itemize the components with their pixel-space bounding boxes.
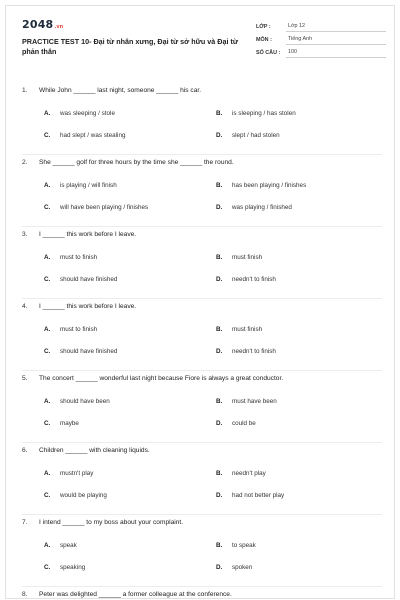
option-b[interactable] xyxy=(216,110,296,117)
option-a[interactable] xyxy=(44,182,117,189)
question-number: 8. xyxy=(22,591,28,598)
question-number: 1. xyxy=(22,87,28,94)
logo-domain: .vn xyxy=(54,24,64,30)
question-text: While John ______ last night, someone ______ his car. xyxy=(39,87,202,94)
site-logo[interactable] xyxy=(22,18,63,31)
question-item xyxy=(22,587,382,599)
question-list xyxy=(22,83,382,599)
option-text: must finish xyxy=(232,254,263,261)
option-d[interactable] xyxy=(216,132,280,139)
option-letter: D. xyxy=(216,204,223,211)
question-text: She ______ golf for three hours by the time she ______ the round. xyxy=(39,159,234,166)
option-text: has been playing / finishes xyxy=(232,182,307,189)
option-b[interactable] xyxy=(216,254,262,261)
option-c[interactable] xyxy=(44,204,148,211)
option-text: will have been playing / finishes xyxy=(60,204,149,211)
option-text: had slept / was stealing xyxy=(60,132,126,139)
question-stem xyxy=(22,447,150,454)
option-c[interactable] xyxy=(44,132,125,139)
option-letter: C. xyxy=(44,276,51,283)
option-letter: A. xyxy=(44,110,51,117)
option-text: speak xyxy=(60,542,77,549)
option-text: must finish xyxy=(232,326,263,333)
option-text: needn't to finish xyxy=(232,348,276,355)
option-letter: C. xyxy=(44,492,51,499)
info-value: 100 xyxy=(286,49,386,58)
worksheet-page xyxy=(5,5,395,599)
option-letter: B. xyxy=(216,182,223,189)
worksheet-header xyxy=(6,6,395,64)
option-text: would be playing xyxy=(60,492,107,499)
option-c[interactable] xyxy=(44,348,117,355)
option-b[interactable] xyxy=(216,470,266,477)
option-letter: D. xyxy=(216,420,223,427)
question-text: Children ______ with cleaning liquids. xyxy=(39,447,150,454)
question-number: 3. xyxy=(22,231,28,238)
info-value: Tiếng Anh xyxy=(286,36,386,45)
option-d[interactable] xyxy=(216,204,292,211)
option-d[interactable] xyxy=(216,348,276,355)
info-key: LỚP : xyxy=(256,24,271,30)
question-text: I ______ this work before I leave. xyxy=(39,231,137,238)
option-text: should have finished xyxy=(60,348,118,355)
option-letter: A. xyxy=(44,182,51,189)
option-text: needn't play xyxy=(232,470,266,477)
option-letter: C. xyxy=(44,348,51,355)
option-letter: C. xyxy=(44,564,51,571)
option-text: had not better play xyxy=(232,492,285,499)
option-letter: C. xyxy=(44,420,51,427)
question-item xyxy=(22,443,382,515)
option-letter: D. xyxy=(216,132,223,139)
question-stem xyxy=(22,519,183,526)
question-text: I ______ this work before I leave. xyxy=(39,303,137,310)
option-letter: B. xyxy=(216,326,223,333)
option-text: should have been xyxy=(60,398,110,405)
option-text: slept / had stolen xyxy=(232,132,280,139)
option-text: should have finished xyxy=(60,276,118,283)
info-row-subject xyxy=(256,32,386,45)
option-text: spoken xyxy=(232,564,253,571)
question-text: I intend ______ to my boss about your complaint. xyxy=(39,519,184,526)
option-d[interactable] xyxy=(216,492,284,499)
option-text: was sleeping / stole xyxy=(60,110,115,117)
info-row-count xyxy=(256,45,386,58)
question-item xyxy=(22,83,382,155)
question-text: The concert ______ wonderful last night because Fiore is always a great conductor. xyxy=(39,375,284,382)
option-c[interactable] xyxy=(44,276,117,283)
question-stem xyxy=(22,159,234,166)
option-text: speaking xyxy=(60,564,86,571)
option-a[interactable] xyxy=(44,326,97,333)
question-number: 2. xyxy=(22,159,28,166)
option-b[interactable] xyxy=(216,542,256,549)
option-letter: B. xyxy=(216,110,223,117)
question-number: 7. xyxy=(22,519,28,526)
option-letter: B. xyxy=(216,398,223,405)
question-number: 5. xyxy=(22,375,28,382)
option-letter: A. xyxy=(44,326,51,333)
option-a[interactable] xyxy=(44,110,115,117)
option-text: maybe xyxy=(60,420,79,427)
info-key: MÔN : xyxy=(256,37,272,43)
info-panel xyxy=(256,19,386,58)
option-text: mustn't play xyxy=(60,470,94,477)
option-letter: A. xyxy=(44,542,51,549)
option-d[interactable] xyxy=(216,564,252,571)
question-stem xyxy=(22,231,136,238)
question-item xyxy=(22,299,382,371)
option-b[interactable] xyxy=(216,326,262,333)
option-b[interactable] xyxy=(216,182,306,189)
option-text: needn't to finish xyxy=(232,276,276,283)
option-a[interactable] xyxy=(44,470,93,477)
question-stem xyxy=(22,375,283,382)
question-stem xyxy=(22,87,201,94)
option-a[interactable] xyxy=(44,542,77,549)
option-letter: B. xyxy=(216,542,223,549)
info-row-class xyxy=(256,19,386,32)
info-value: Lớp 12 xyxy=(286,23,386,32)
option-letter: D. xyxy=(216,564,223,571)
option-text: was playing / finished xyxy=(232,204,292,211)
option-letter: A. xyxy=(44,470,51,477)
option-letter: B. xyxy=(216,470,223,477)
option-letter: D. xyxy=(216,348,223,355)
test-title: PRACTICE TEST 10- Đại từ nhân xưng, Đại từ sở hữu và Đại từ phản thân xyxy=(22,37,239,56)
option-text: is playing / will finish xyxy=(60,182,117,189)
option-letter: C. xyxy=(44,132,51,139)
question-number: 4. xyxy=(22,303,28,310)
question-text: Peter was delighted ______ a former colleague at the conference. xyxy=(39,591,232,598)
option-b[interactable] xyxy=(216,398,277,405)
option-letter: B. xyxy=(216,254,223,261)
question-item xyxy=(22,515,382,587)
question-item xyxy=(22,371,382,443)
option-c[interactable] xyxy=(44,420,79,427)
option-text: to speak xyxy=(232,542,256,549)
option-letter: D. xyxy=(216,276,223,283)
logo-text: 2048 xyxy=(22,18,54,31)
option-text: must to finish xyxy=(60,254,98,261)
option-letter: C. xyxy=(44,204,51,211)
option-text: is sleeping / has stolen xyxy=(232,110,296,117)
question-stem xyxy=(22,303,136,310)
option-c[interactable] xyxy=(44,564,85,571)
option-text: could be xyxy=(232,420,256,427)
info-key: SỐ CÂU : xyxy=(256,50,281,56)
option-c[interactable] xyxy=(44,492,107,499)
option-a[interactable] xyxy=(44,398,110,405)
option-a[interactable] xyxy=(44,254,97,261)
option-d[interactable] xyxy=(216,420,256,427)
question-stem xyxy=(22,591,232,598)
option-text: must to finish xyxy=(60,326,98,333)
option-d[interactable] xyxy=(216,276,276,283)
question-number: 6. xyxy=(22,447,28,454)
option-letter: A. xyxy=(44,398,51,405)
option-letter: D. xyxy=(216,492,223,499)
option-text: must have been xyxy=(232,398,277,405)
question-item xyxy=(22,227,382,299)
option-letter: A. xyxy=(44,254,51,261)
question-item xyxy=(22,155,382,227)
